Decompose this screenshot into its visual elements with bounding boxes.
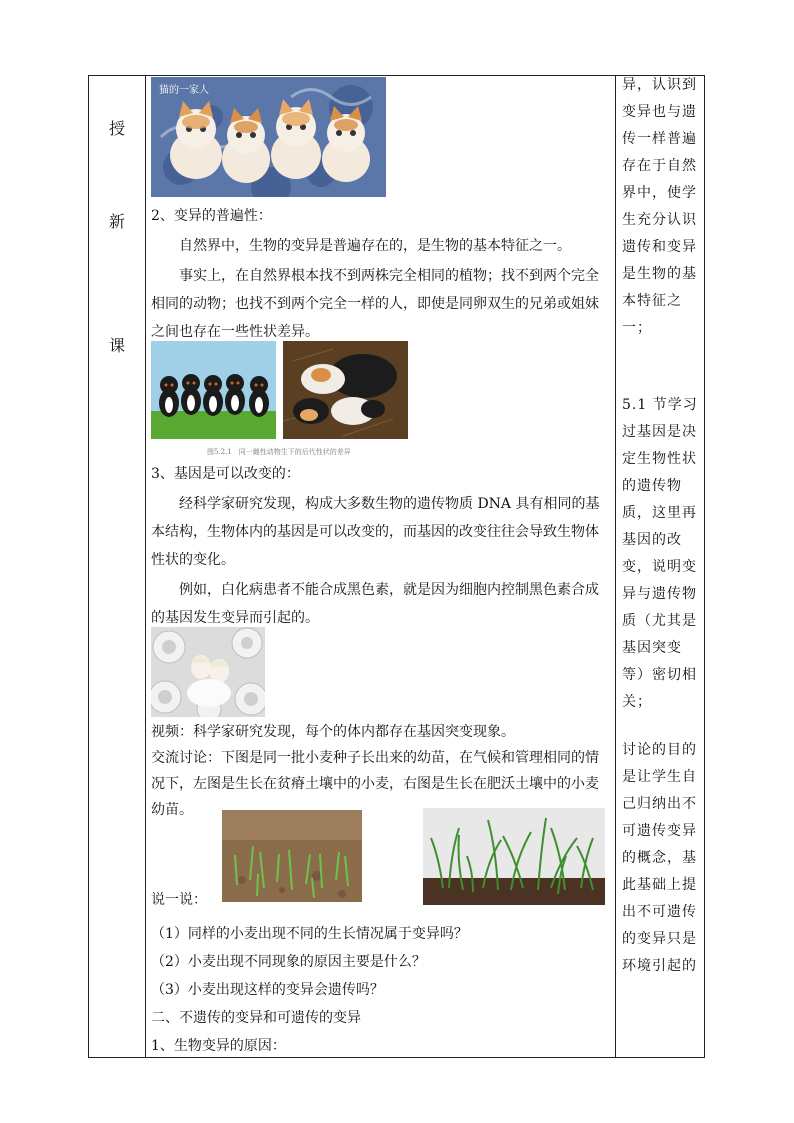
section-variation-universality [151, 202, 611, 346]
figure-caption: 图5.2.1 同一雌性动物生下的后代性状的差异 [207, 448, 351, 456]
paragraph-dna: 经科学家研究发现，构成大多数生物的遗传物质 DNA 具有相同的基本结构，生物体内的基因是可以改变的，而基因的改变往往会导致生物体性状的变化。 [151, 496, 600, 568]
section-questions [151, 886, 611, 1060]
question-2: （2）小麦出现不同现象的原因主要是什么？ [151, 954, 426, 970]
heading-gene-change: 3、基因是可以改变的： [151, 466, 300, 482]
label-ke: 课 [108, 336, 125, 355]
side-note-discussion: 讨论的目的是让学生自己归纳出不可遗传变异的概念，基此基础上提出不可遗传的变异只是环境引起的 [622, 742, 697, 974]
column-divider-left [145, 76, 146, 1057]
albino-children-image [151, 627, 265, 717]
discussion-text: 交流讨论：下图是同一批小麦种子长出来的幼苗，在气候和管理相同的情况下，左图是生长在贫瘠土壤中的小麦，右图是生长在肥沃土壤中的小麦幼苗。 [151, 750, 599, 818]
say-label: 说一说： [151, 892, 207, 908]
side-note-gene: 5.1 节学习过基因是决定生物性状的遗传物质，这里再基因的改变，说明变异与遗传物质（尤其是基因突变等）密切相关； [622, 397, 698, 710]
label-xin: 新 [108, 212, 125, 231]
question-3: （3）小麦出现这样的变异会遗传吗？ [151, 982, 384, 998]
cat-litter-image [283, 341, 408, 439]
puppies-image [151, 341, 276, 439]
paragraph-nature: 自然界中，生物的变异是普遍存在的，是生物的基本特征之一。 [179, 238, 571, 254]
side-note-universality: 异，认识到变异也与遗传一样普遍存在于自然界中，使学生充分认识遗传和变异是生物的基本特征之一； [622, 77, 697, 336]
kittens-caption: 猫的一家人 [159, 85, 209, 96]
paragraph-albinism: 例如，白化病患者不能合成黑色素，就是因为细胞内控制黑色素合成的基因发生变异而引起的。 [151, 582, 599, 626]
heading-variation-universality: 2、变异的普遍性： [151, 208, 272, 224]
heading-heritable-variation: 二、不遗传的变异和可遗传的变异 [151, 1010, 361, 1026]
kittens-image [151, 77, 386, 197]
paragraph-fact: 事实上，在自然界根本找不到两株完全相同的植物；找不到两个完全相同的动物；也找不到两个完全一样的人，即使是同卵双生的兄弟或姐妹之间也存在一些性状差异。 [151, 268, 599, 340]
heading-variation-causes: 1、生物变异的原因： [151, 1038, 286, 1054]
section-gene-change [151, 460, 611, 632]
question-1: （1）同样的小麦出现不同的生长情况属于变异吗？ [151, 926, 468, 942]
lesson-table [88, 75, 705, 1058]
video-text: 视频：科学家研究发现，每个的体内都存在基因突变现象。 [151, 724, 515, 740]
column-divider-right [615, 76, 616, 1057]
label-shou: 授 [108, 119, 125, 138]
